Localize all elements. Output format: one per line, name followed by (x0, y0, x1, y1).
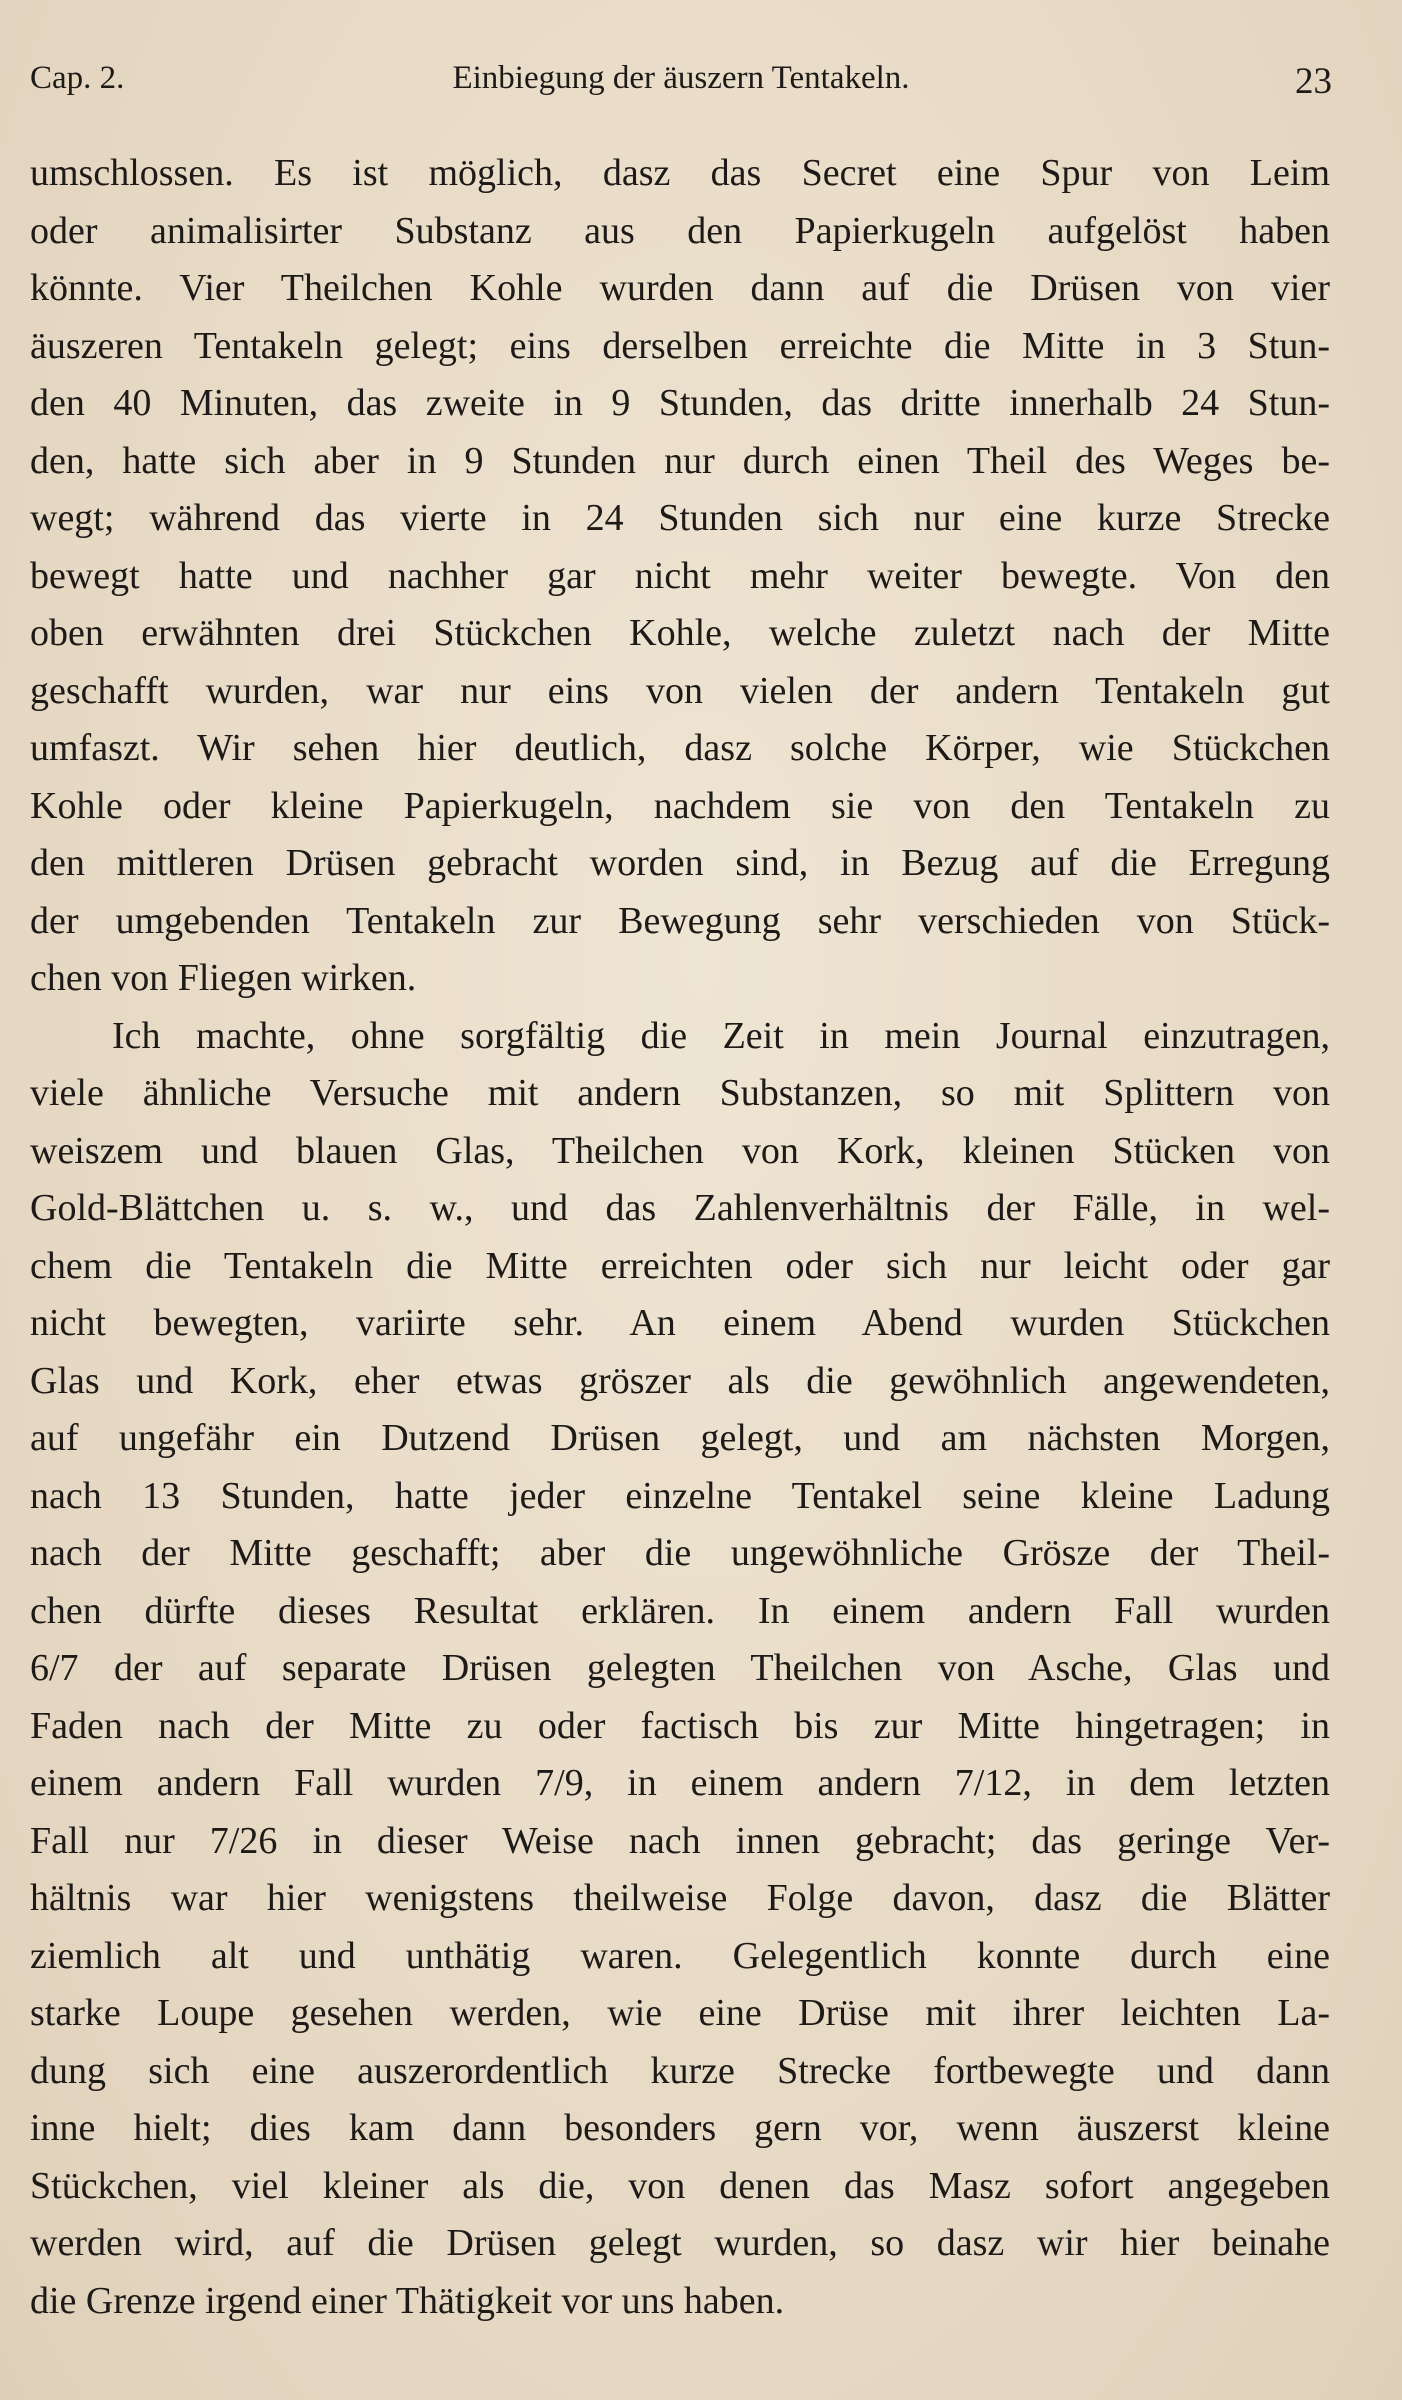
text-line: weiszem und blauen Glas, Theilchen von Kork, kleinen Stücken von (30, 1129, 1330, 1172)
text-line: auf ungefähr ein Dutzend Drüsen gelegt, und am nächsten Morgen, (30, 1417, 1330, 1459)
chapter-label: Cap. 2. (30, 60, 125, 96)
paragraph-end-line: chen von Fliegen wirken. (30, 957, 417, 999)
text-line: Fall nur 7/26 in dieser Weise nach innen gebracht; das geringe Ver- (30, 1819, 1330, 1862)
text-line: einem andern Fall wurden 7/9, in einem andern 7/12, in dem letzten (30, 1762, 1330, 1804)
text-line: den, hatte sich aber in 9 Stunden nur durch einen Theil des Weges be- (30, 439, 1330, 482)
text-line: den mittleren Drüsen gebracht worden sind, in Bezug auf die Erregung (30, 842, 1330, 884)
text-line: nicht bewegten, variirte sehr. An einem Abend wurden Stückchen (30, 1302, 1330, 1344)
text-line: Faden nach der Mitte zu oder factisch bis zur Mitte hingetragen; in (30, 1704, 1330, 1747)
body-text (30, 145, 1330, 2330)
text-line: nach 13 Stunden, hatte jeder einzelne Tentakel seine kleine Ladung (30, 1474, 1330, 1517)
text-line: oben erwähnten drei Stückchen Kohle, welche zuletzt nach der Mitte (30, 612, 1330, 654)
text-line: könnte. Vier Theilchen Kohle wurden dann auf die Drüsen von vier (30, 267, 1330, 309)
text-line: umfaszt. Wir sehen hier deutlich, dasz solche Körper, wie Stückchen (30, 727, 1330, 769)
text-line: oder animalisirter Substanz aus den Papierkugeln aufgelöst haben (30, 209, 1330, 252)
text-line: chen dürfte dieses Resultat erklären. In einem andern Fall wurden (30, 1589, 1330, 1632)
text-line: viele ähnliche Versuche mit andern Substanzen, so mit Splittern von (30, 1072, 1330, 1114)
paragraph-start-line: Ich machte, ohne sorgfältig die Zeit in mein Journal einzutragen, (112, 1014, 1330, 1057)
text-line: werden wird, auf die Drüsen gelegt wurden, so dasz wir hier beinahe (30, 2222, 1330, 2264)
text-line: inne hielt; dies kam dann besonders gern vor, wenn äuszerst kleine (30, 2107, 1330, 2149)
text-line: 6/7 der auf separate Drüsen gelegten Theilchen von Asche, Glas und (30, 1647, 1330, 1689)
text-line: äuszeren Tentakeln gelegt; eins derselben erreichte die Mitte in 3 Stun- (30, 324, 1330, 367)
text-line: chem die Tentakeln die Mitte erreichten oder sich nur leicht oder gar (30, 1244, 1330, 1287)
text-line: nach der Mitte geschafft; aber die ungewöhnliche Grösze der Theil- (30, 1532, 1330, 1574)
text-line: ziemlich alt und unthätig waren. Gelegentlich konnte durch eine (30, 1934, 1330, 1977)
text-line: umschlossen. Es ist möglich, dasz das Secret eine Spur von Leim (30, 152, 1330, 194)
text-line: Kohle oder kleine Papierkugeln, nachdem sie von den Tentakeln zu (30, 784, 1330, 827)
text-line: Glas und Kork, eher etwas gröszer als die gewöhnlich angewendeten, (30, 1359, 1330, 1402)
text-line: Gold-Blättchen u. s. w., und das Zahlenverhältnis der Fälle, in wel- (30, 1187, 1330, 1229)
running-header (30, 60, 1332, 110)
text-line: hältnis war hier wenigstens theilweise Folge davon, dasz die Blätter (30, 1877, 1330, 1919)
running-title: Einbiegung der äuszern Tentakeln. (452, 60, 910, 96)
text-line: wegt; während das vierte in 24 Stunden sich nur eine kurze Strecke (30, 497, 1330, 539)
text-line: bewegt hatte und nachher gar nicht mehr weiter bewegte. Von den (30, 554, 1330, 597)
paragraph-end-line: die Grenze irgend einer Thätigkeit vor uns haben. (30, 2279, 785, 2322)
text-line: den 40 Minuten, das zweite in 9 Stunden, das dritte innerhalb 24 Stun- (30, 382, 1330, 424)
text-line: starke Loupe gesehen werden, wie eine Drüse mit ihrer leichten La- (30, 1992, 1330, 2034)
page-number: 23 (1295, 61, 1332, 102)
text-line: der umgebenden Tentakeln zur Bewegung sehr verschieden von Stück- (30, 899, 1330, 942)
text-line: dung sich eine auszerordentlich kurze Strecke fortbewegte und dann (30, 2049, 1330, 2092)
text-line: geschafft wurden, war nur eins von vielen der andern Tentakeln gut (30, 669, 1330, 712)
text-line: Stückchen, viel kleiner als die, von denen das Masz sofort angegeben (30, 2164, 1330, 2207)
